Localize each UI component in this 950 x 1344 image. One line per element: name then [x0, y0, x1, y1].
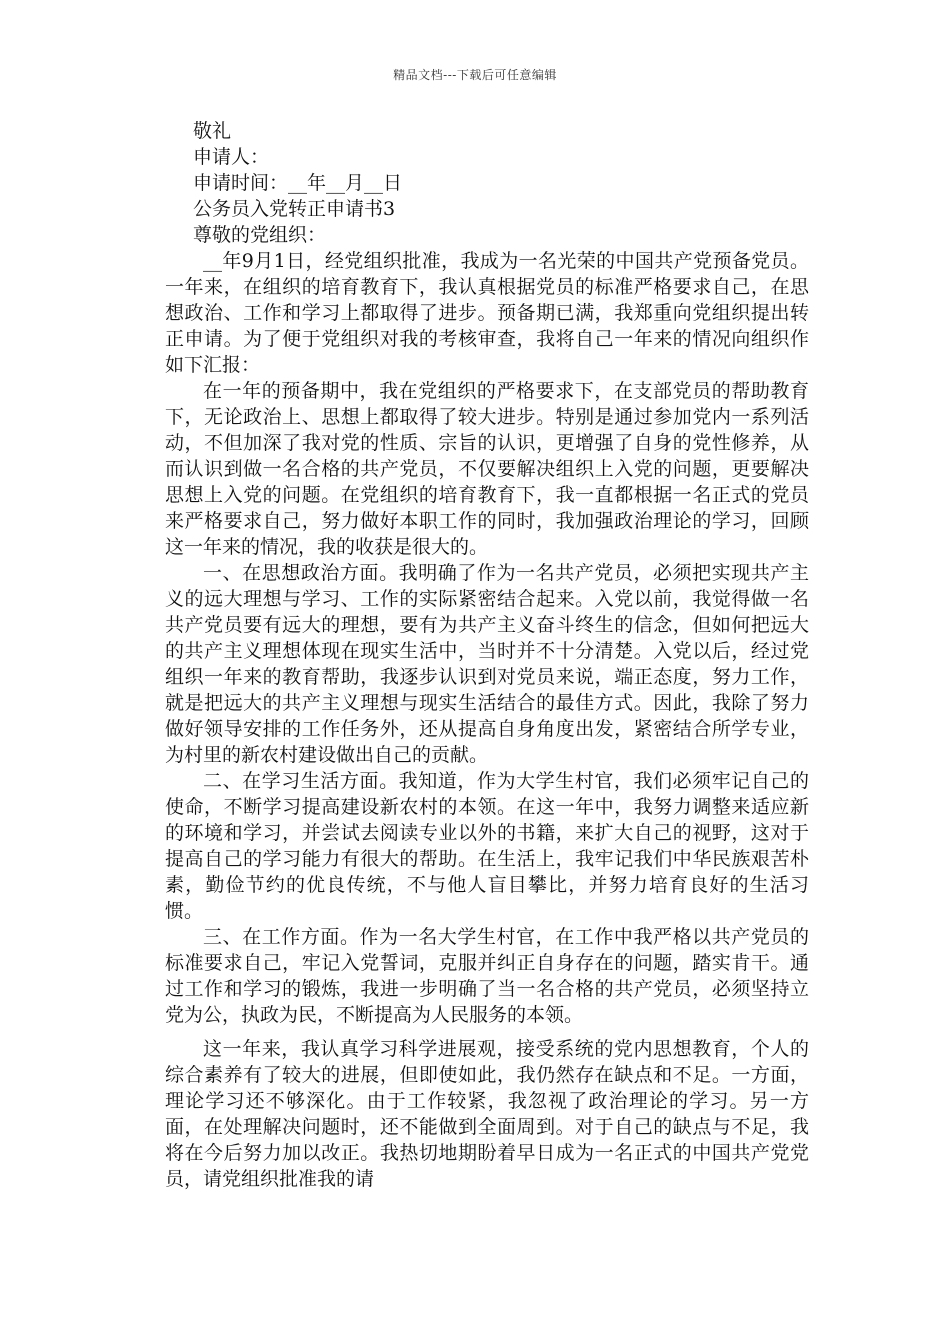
applicant-line: 申请人： — [193, 146, 270, 168]
date-line: 申请时间：__年__月__日 — [193, 172, 403, 194]
paragraph-political: 一、在思想政治方面。我明确了作为一名共产党员，必须把实现共产主义的远大理想与学习、工作的实际紧密结合起来。入党以前，我觉得做一名共产党员要有远大的理想，要有为共产主义奋斗终生的信念，但如何把远大的共产主义理想体现在现实生活中，当时并不十分清楚。入党以后，经过党组织一年来的教育帮助，我逐步认识到对党员来说，端正态度，努力工作，就是把远大的共产主义理想与现实生活结合的最佳方式。因此，我除了努力做好领导安排的工作任务外，还从提高自身角度出发，紧密结合所学专业，为村里的新农村建设做出自己的贡献。 — [165, 562, 809, 766]
paragraph-summary: 这一年来，我认真学习科学进展观，接受系统的党内思想教育，个人的综合素养有了较大的进展，但即使如此，我仍然存在缺点和不足。一方面，理论学习还不够深化。由于工作较紧，我忽视了政治理论的学习。另一方面，在处理解决问题时，还不能做到全面周到。对于自己的缺点与不足，我将在今后努力加以改正。我热切地期盼着早日成为一名正式的中国共产党党员，请党组织批准我的请 — [165, 1038, 809, 1190]
closing-line: 敬礼 — [193, 120, 232, 142]
page-header: 精品文档---下载后可任意编辑 — [393, 68, 557, 82]
document-title: 公务员入党转正申请书3 — [193, 198, 396, 220]
paragraph-work: 三、在工作方面。作为一名大学生村官，在工作中我严格以共产党员的标准要求自己，牢记入党誓词，克服并纠正自身存在的问题，踏实肯干。通过工作和学习的锻炼，我进一步明确了当一名合格的共产党员，必须坚持立党为公，执政为民，不断提高为人民服务的本领。 — [165, 926, 809, 1026]
paragraph-intro: __年9月1日，经党组织批准，我成为一名光荣的中国共产党预备党员。一年来，在组织的培育教育下，我认真根据党员的标准严格要求自己，在思想政治、工作和学习上都取得了进步。预备期已满，我郑重向党组织提出转正申请。为了便于党组织对我的考核审查，我将自己一年来的情况向组织作如下汇报： — [165, 250, 809, 376]
document-body — [165, 118, 809, 1192]
salutation: 尊敬的党组织： — [193, 224, 327, 246]
paragraph-overview: 在一年的预备期中，我在党组织的严格要求下，在支部党员的帮助教育下，无论政治上、思想上都取得了较大进步。特别是通过参加党内一系列活动，不但加深了我对党的性质、宗旨的认识，更增强了自身的党性修养，从而认识到做一名合格的共产党员，不仅要解决组织上入党的问题，更要解决思想上入党的问题。在党组织的培育教育下，我一直都根据一名正式的党员来严格要求自己，努力做好本职工作的同时，我加强政治理论的学习，回顾这一年来的情况，我的收获是很大的。 — [165, 380, 809, 558]
paragraph-study-life: 二、在学习生活方面。我知道，作为大学生村官，我们必须牢记自己的使命，不断学习提高建设新农村的本领。在这一年中，我努力调整来适应新的环境和学习，并尝试去阅读专业以外的书籍，来扩大自己的视野，这对于提高自己的学习能力有很大的帮助。在生活上，我牢记我们中华民族艰苦朴素，勤俭节约的优良传统，不与他人盲目攀比，并努力培育良好的生活习惯。 — [165, 770, 809, 922]
